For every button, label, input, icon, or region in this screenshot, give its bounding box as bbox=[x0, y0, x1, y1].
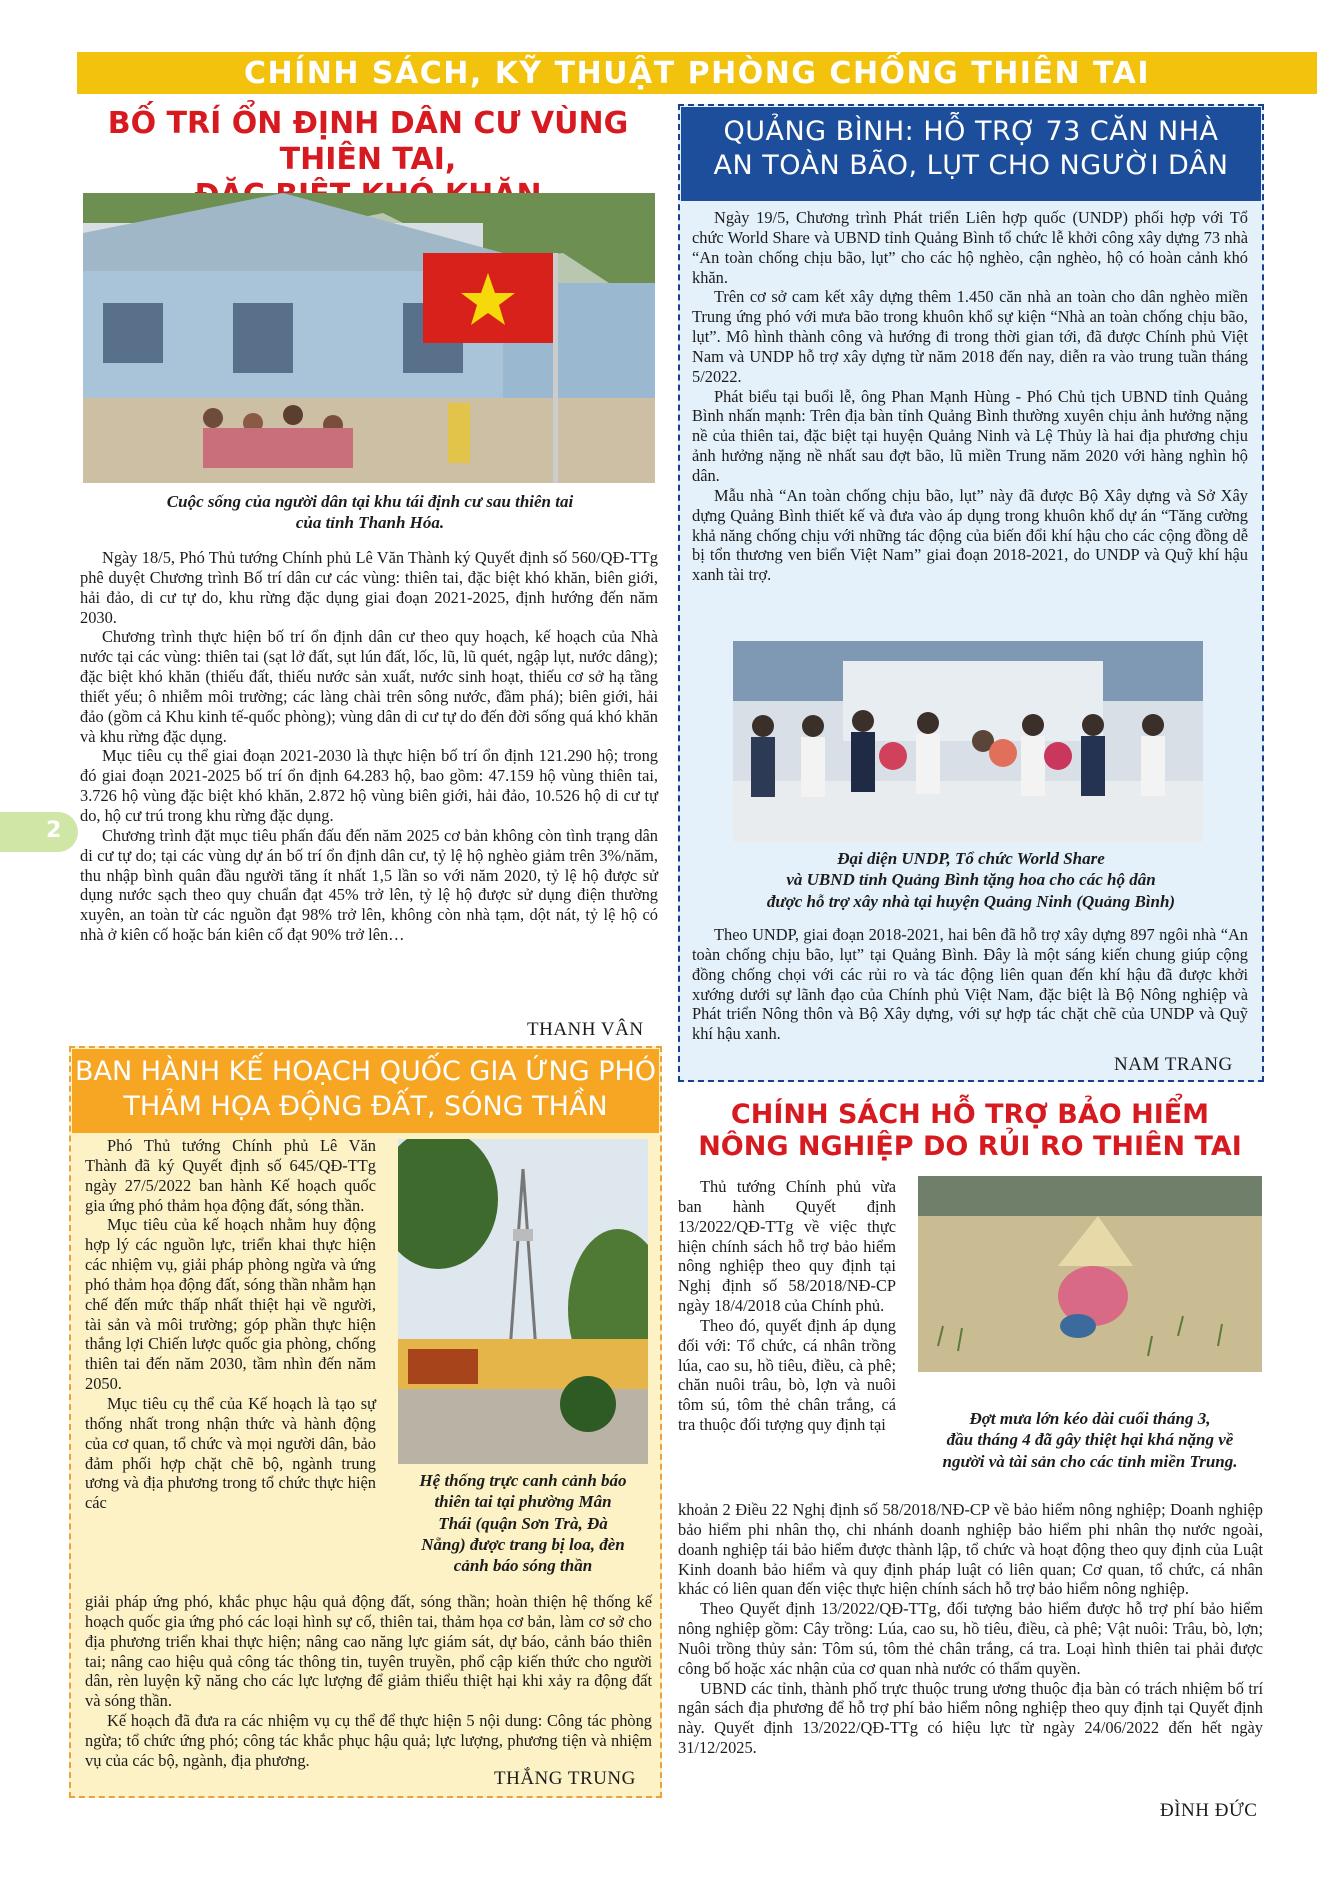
article3-caption-line3: Thái (quận Sơn Trà, Đà bbox=[438, 1513, 608, 1533]
article2-paragraph: Ngày 19/5, Chương trình Phát triển Liên hợp quốc (UNDP) phối hợp với Tổ chức World Share và UBND tỉnh Quảng Bình tổ chức lễ khởi công xây dựng 73 nhà “An toàn chống chịu bão, lụt” cho các hộ nghèo, cận nghèo, hộ có hoàn cảnh khó khăn. bbox=[692, 208, 1248, 287]
article1-paragraph: Chương trình đặt mục tiêu phấn đấu đến năm 2025 cơ bản không còn tình trạng dân di cư tự do; tại các vùng dự án bố trí ổn định dân cư, tỷ lệ hộ nghèo giảm trên 3%/năm, thu nhập bình quân đầu người tăng ít nhất 1,5 lần so với năm 2020, tỷ lệ hộ được sử dụng nước sạch theo quy chuẩn đạt 45% trở lên, tỷ lệ hộ được sử dụng điện thường xuyên, an toàn từ các nguồn đạt 98% trở lên, không còn nhà tạm, dột nát, tỷ lệ hộ có nhà ở kiên cố hoặc bán kiên cố đạt 90% trở lên… bbox=[80, 825, 658, 945]
article2-body bbox=[692, 208, 1248, 585]
article4-author: ĐÌNH ĐỨC bbox=[1160, 1800, 1258, 1821]
article3-paragraph-last: Kế hoạch đã đưa ra các nhiệm vụ cụ thể để thực hiện 5 nội dung: Công tác phòng ngừa; tổ chức ứng phó; công tác khắc phục hậu quả; lực lượng, phương tiện và nhiệm vụ của các bộ, ngành, địa phương. bbox=[85, 1711, 652, 1770]
article3-paragraph: Mục tiêu của kế hoạch nhằm huy động hợp lý các nguồn lực, triển khai thực hiện các nhiệm vụ, giải pháp phòng ngừa và ứng phó thảm họa động đất, sóng thần nhằm hạn chế đến mức thấp nhất thiệt hại về người, tài sản và môi trường; góp phần thực hiện thắng lợi Chiến lược quốc gia phòng, chống thiên tai đến năm 2030, tầm nhìn đến năm 2050. bbox=[85, 1215, 376, 1394]
article1-paragraph: Mục tiêu cụ thể giai đoạn 2021-2030 là thực hiện bố trí ổn định 121.290 hộ; trong đó giai đoạn 2021-2025 bố trí ổn định 64.283 hộ, bao gồm: 47.159 hộ vùng thiên tai, 3.726 hộ vùng đặc biệt khó khăn, 2.872 hộ vùng biên giới, hải đảo, 10.526 hộ di cư tự do, hộ cư trú trong khu rừng đặc dụng. bbox=[80, 746, 658, 825]
article3-caption-line2: thiên tai tại phường Mân bbox=[434, 1492, 612, 1512]
article4-paragraph: Theo đó, quyết định áp dụng đối với: Tổ chức, cá nhân trồng lúa, cao su, hồ tiêu, điều, cà phê; chăn nuôi trâu, bò, lợn và nuôi tôm sú, tôm thẻ chân trắng, cá tra thuộc đối tượng quy định tại bbox=[678, 1315, 896, 1435]
page-number-tab bbox=[0, 812, 78, 852]
article1-paragraph: Ngày 18/5, Phó Thủ tướng Chính phủ Lê Văn Thành ký Quyết định số 560/QĐ-TTg phê duyệt Chương trình Bố trí dân cư các vùng: thiên tai, đặc biệt khó khăn, biên giới, hải đảo, di cư tự do, khu rừng đặc dụng giai đoạn 2021-2025, định hướng đến năm 2030. bbox=[80, 548, 658, 627]
article3-body-left bbox=[85, 1136, 376, 1513]
section-title: CHÍNH SÁCH, KỸ THUẬT PHÒNG CHỐNG THIÊN TAI bbox=[243, 56, 1151, 91]
article4-caption-line3: người và tài sản cho các tỉnh miền Trung. bbox=[942, 1451, 1238, 1471]
article3-paragraph: Mục tiêu cụ thể của Kế hoạch là tạo sự thống nhất trong nhận thức và hành động của cơ quan, tổ chức và mọi người dân, bảo đảm phối hợp chặt chẽ bộ, ngành trung ương và địa phương trong tổ chức thực hiện các bbox=[85, 1393, 376, 1513]
article4-title-line1: CHÍNH SÁCH HỖ TRỢ BẢO HIỂM bbox=[730, 1099, 1210, 1130]
page-number: 2 bbox=[46, 818, 62, 843]
article4-body-left bbox=[678, 1177, 896, 1435]
article1-caption bbox=[75, 491, 665, 534]
article1-paragraph: Chương trình thực hiện bố trí ổn định dân cư theo quy hoạch, kế hoạch của Nhà nước tại các vùng: thiên tai (sạt lở đất, sụt lún đất, lốc, lũ, lũ quét, ngập lụt, nước dâng); đặc biệt khó khăn (thiếu đất, thiếu nước sản xuất, nước sinh hoạt, thiếu cơ sở hạ tầng thiết yếu; ô nhiễm môi trường; các làng chài trên sông nước, đầm phá); biên giới, hải đảo (gồm cả Khu kinh tế-quốc phòng); vùng dân di cư tự do đến đời sống quá khó khăn và khu rừng đặc dụng. bbox=[80, 627, 658, 746]
article4-body-full bbox=[678, 1500, 1263, 1758]
article3-author: THẮNG TRUNG bbox=[494, 1768, 636, 1789]
article2-caption bbox=[680, 848, 1262, 912]
article3-caption bbox=[395, 1470, 651, 1576]
article1-body bbox=[80, 548, 658, 945]
article2-title-line1: QUẢNG BÌNH: HỖ TRỢ 73 CĂN NHÀ bbox=[723, 116, 1219, 147]
article3-paragraph: Phó Thủ tướng Chính phủ Lê Văn Thành đã ký Quyết định số 645/QĐ-TTg ngày 27/5/2022 ban hành Kế hoạch quốc gia ứng phó thảm họa động đất, sóng thần. bbox=[85, 1136, 376, 1215]
article4-paragraph: Thủ tướng Chính phủ vừa ban hành Quyết định 13/2022/QĐ-TTg về việc thực hiện chính sách hỗ trợ bảo hiểm nông nghiệp theo quy định tại Nghị định số 58/2018/NĐ-CP ngày 18/4/2018 của Chính phủ. bbox=[678, 1177, 896, 1316]
resettlement-photo-illustration bbox=[83, 193, 655, 483]
article4-caption bbox=[905, 1408, 1275, 1472]
article2-title bbox=[681, 107, 1261, 201]
article2-paragraph-after: Theo UNDP, giai đoạn 2018-2021, hai bên đã hỗ trợ xây dựng 897 ngôi nhà “An toàn chống chịu bão, lụt” tại Quảng Bình. Đây là một sáng kiến chung giúp cộng đồng chống chọi với các rủi ro và tác động liên quan đến khí hậu đã được khởi xướng dưới sự lãnh đạo của Chính phủ Việt Nam, đặc biệt là Bộ Nông nghiệp và Phát triển Nông thôn và Bộ Xây dựng, với sự hợp tác chặt chẽ của UNDP và Quỹ khí hậu xanh. bbox=[692, 925, 1248, 1044]
article4-paragraph-full: khoản 2 Điều 22 Nghị định số 58/2018/NĐ-CP về bảo hiểm nông nghiệp; Doanh nghiệp bảo hiểm phi nhân thọ, chi nhánh doanh nghiệp bảo hiểm phi nhân thọ nước ngoài, doanh nghiệp tái bảo hiểm được thành lập, tổ chức và hoạt động theo quy định của Luật Kinh doanh bảo hiểm và quy định pháp luật có liên quan; Cơ quan, tổ chức, cá nhân khác có liên quan đến việc thực hiện chính sách hỗ trợ bảo hiểm nông nghiệp. bbox=[678, 1500, 1263, 1599]
article3-caption-line4: Nẵng) được trang bị loa, đèn bbox=[421, 1534, 625, 1554]
article2-paragraph: Mẫu nhà “An toàn chống chịu bão, lụt” này đã được Bộ Xây dựng và Sở Xây dựng Quảng Bình thiết kế và đưa vào áp dụng trong khuôn khổ dự án “Tăng cường khả năng chống chịu với những tác động của biến đổi khí hậu cho các cộng đồng dễ bị tổn thương ven biển Việt Nam” giai đoạn 2018-2021, do UNDP và Quỹ khí hậu xanh tài trợ. bbox=[692, 485, 1248, 585]
article4-caption-line2: đầu tháng 4 đã gây thiệt hại khá nặng về bbox=[946, 1430, 1234, 1450]
article4-caption-line1: Đợt mưa lớn kéo dài cuối tháng 3, bbox=[969, 1409, 1211, 1428]
article2-paragraph: Trên cơ sở cam kết xây dựng thêm 1.450 căn nhà an toàn cho dân nghèo miền Trung ứng phó với mưa bão trong khuôn khổ sự kiện “Nhà an toàn chống chịu bão, lụt”. Mô hình thành công và hướng đi trong thời gian tới, đã được Chính phủ Việt Nam và UNDP hỗ trợ xây dựng từ năm 2018 đến nay, diễn ra vào trung tuần tháng 5/2022. bbox=[692, 287, 1248, 386]
undp-ceremony-photo bbox=[733, 641, 1203, 842]
section-banner bbox=[77, 52, 1317, 94]
undp-ceremony-photo-illustration bbox=[733, 641, 1203, 842]
article4-paragraph-3: UBND các tỉnh, thành phố trực thuộc trung ương thuộc địa bàn có trách nhiệm bố trí ngân sách địa phương để hỗ trợ phí bảo hiểm nông nghiệp theo quy định tại Quyết định này. Quyết định 13/2022/QĐ-TTg có hiệu lực từ ngày 24/06/2022 đến hết ngày 31/12/2025. bbox=[678, 1678, 1263, 1758]
warning-tower-photo-illustration bbox=[398, 1139, 648, 1464]
article2-author: NAM TRANG bbox=[1114, 1054, 1233, 1075]
article4-title bbox=[690, 1099, 1250, 1164]
article2-title-line2: AN TOÀN BÃO, LỤT CHO NGƯỜI DÂN bbox=[713, 149, 1229, 181]
warning-tower-photo bbox=[398, 1139, 648, 1464]
article2-body-after bbox=[692, 925, 1248, 1044]
article1-caption-line2: của tỉnh Thanh Hóa. bbox=[295, 513, 445, 533]
article1-caption-line1: Cuộc sống của người dân tại khu tái định cư sau thiên tai bbox=[166, 492, 574, 511]
article4-paragraph-2: Theo Quyết định 13/2022/QĐ-TTg, đối tượng bảo hiểm được hỗ trợ phí bảo hiểm nông nghiệp gồm: Cây trồng: Lúa, cao su, hồ tiêu, điều, cà phê; Vật nuôi: Trâu, bò, lợn; Nuôi trồng thủy sản: Tôm sú, tôm thẻ chân trắng, cá tra. Loại hình thiên tai phải được công bố hoặc xác nhận của cơ quan nhà nước có thẩm quyền. bbox=[678, 1599, 1263, 1678]
article3-title-line1: BAN HÀNH KẾ HOẠCH QUỐC GIA ỨNG PHÓ bbox=[74, 1056, 657, 1087]
article3-caption-line1: Hệ thống trực canh cảnh báo bbox=[419, 1471, 627, 1490]
article3-body-full bbox=[85, 1592, 652, 1771]
article2-paragraph: Phát biểu tại buổi lễ, ông Phan Mạnh Hùng - Phó Chủ tịch UBND tỉnh Quảng Bình nhấn mạnh: Trên địa bàn tỉnh Quảng Bình thường xuyên chịu ảnh hưởng nặng nề của thiên tai, đặc biệt tại huyện Quảng Ninh và Lệ Thủy là hai địa phương chịu ảnh hưởng nặng nề nhất sau đợt bão, lũ miền Trung năm 2020 với hàng nghìn hộ dân. bbox=[692, 386, 1248, 485]
article3-paragraph-full: giải pháp ứng phó, khắc phục hậu quả động đất, sóng thần; hoàn thiện hệ thống kế hoạch quốc gia ứng phó các loại hình sự cố, thiên tai, thảm họa cơ bản, làm cơ sở cho địa phương triển khai thực hiện; nâng cao năng lực giám sát, dự báo, cảnh báo thiên tai; nâng cao hiệu quả công tác thông tin, tuyên truyền, phổ cập kiến thức cho người dân, rèn luyện kỹ năng cho các lực lượng để giảm thiểu thiệt hại khi xảy ra động đất và sóng thần. bbox=[85, 1592, 652, 1711]
resettlement-photo bbox=[83, 193, 655, 483]
flooded-field-photo bbox=[918, 1176, 1262, 1372]
article4-title-line2: NÔNG NGHIỆP DO RỦI RO THIÊN TAI bbox=[698, 1131, 1242, 1163]
article2-caption-line3: được hỗ trợ xây nhà tại huyện Quảng Ninh (Quảng Bình) bbox=[766, 891, 1176, 911]
flooded-field-photo-illustration bbox=[918, 1176, 1262, 1372]
article1-author: THANH VÂN bbox=[527, 1019, 644, 1040]
article3-caption-line5: cảnh báo sóng thần bbox=[453, 1556, 593, 1575]
article1-title-line1: BỐ TRÍ ỔN ĐỊNH DÂN CƯ VÙNG THIÊN TAI, bbox=[107, 106, 629, 177]
article3-title-line2: THẢM HỌA ĐỘNG ĐẤT, SÓNG THẦN bbox=[123, 1090, 608, 1122]
article3-title bbox=[72, 1049, 659, 1133]
article2-caption-line2: và UBND tỉnh Quảng Bình tặng hoa cho các hộ dân bbox=[786, 870, 1156, 890]
article2-caption-line1: Đại diện UNDP, Tổ chức World Share bbox=[837, 849, 1105, 868]
